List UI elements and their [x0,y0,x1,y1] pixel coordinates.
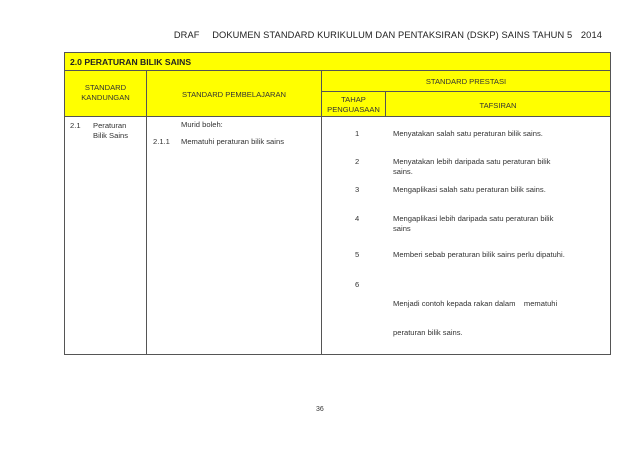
header-standard-prestasi: STANDARD PRESTASI [322,71,610,92]
sk-text [93,121,128,140]
level-number: 3 [355,185,360,194]
sp-intro: Murid boleh: [181,120,223,129]
header-sk-line1: STANDARD [84,83,127,92]
level-number: 1 [355,129,360,138]
level-description-line1: Mengaplikasi lebih daripada satu peraturan bilik [393,214,554,223]
header-draft-label: DRAF [173,30,200,40]
level-description [393,250,565,260]
sp-text: Mematuhi peraturan bilik sains [181,137,284,146]
level-description-line1: Memberi sebab peraturan bilik sains perlu dipatuhi. [393,250,565,259]
level-description [393,157,550,176]
sk-number: 2.1 [70,121,81,130]
sp-number: 2.1.1 [153,137,170,146]
page-number: 36 [316,406,324,413]
header-standard-kandungan [65,71,147,117]
level-number: 5 [355,250,360,259]
sk-text-line1: Peraturan [93,121,127,130]
header-tahap-line1: TAHAP [341,95,366,104]
level-description [393,129,543,139]
header-sk-line2: KANDUNGAN [81,93,130,102]
document-header [174,30,602,40]
level-description-line2: sains [393,223,411,233]
level-description [393,280,557,356]
column-divider [146,71,147,354]
header-tahap-penguasaan [322,92,386,117]
header-year: 2014 [580,30,602,40]
standards-table [64,52,611,355]
level-description-line1: Menyatakan lebih daripada satu peraturan bilik [393,157,551,166]
level-description [393,214,553,233]
level-number: 6 [355,280,360,289]
header-tahap-line2: PENGUASAAN [327,105,380,114]
level-number: 2 [355,157,360,166]
column-divider [321,71,322,354]
level-number: 4 [355,214,360,223]
level-description-line2: sains. [393,166,413,176]
header-standard-pembelajaran: STANDARD PEMBELAJARAN [147,71,322,117]
level-description [393,185,546,195]
level-description-line1: Mengaplikasi salah satu peraturan bilik sains. [393,185,546,194]
level-description-line1: Menyatakan salah satu peraturan bilik sains. [393,129,543,138]
table-title: 2.0 PERATURAN BILIK SAINS [65,53,610,71]
header-document-title: DOKUMEN STANDARD KURIKULUM DAN PENTAKSIRAN (DSKP) SAINS TAHUN 5 [212,30,573,40]
sk-text-line2: Bilik Sains [93,130,129,140]
level-description-line2: peraturan bilik sains. [393,327,463,337]
header-tafsiran: TAFSIRAN [386,92,610,117]
level-description-line1: Menjadi contoh kepada rakan dalam mematuhi [393,299,558,308]
